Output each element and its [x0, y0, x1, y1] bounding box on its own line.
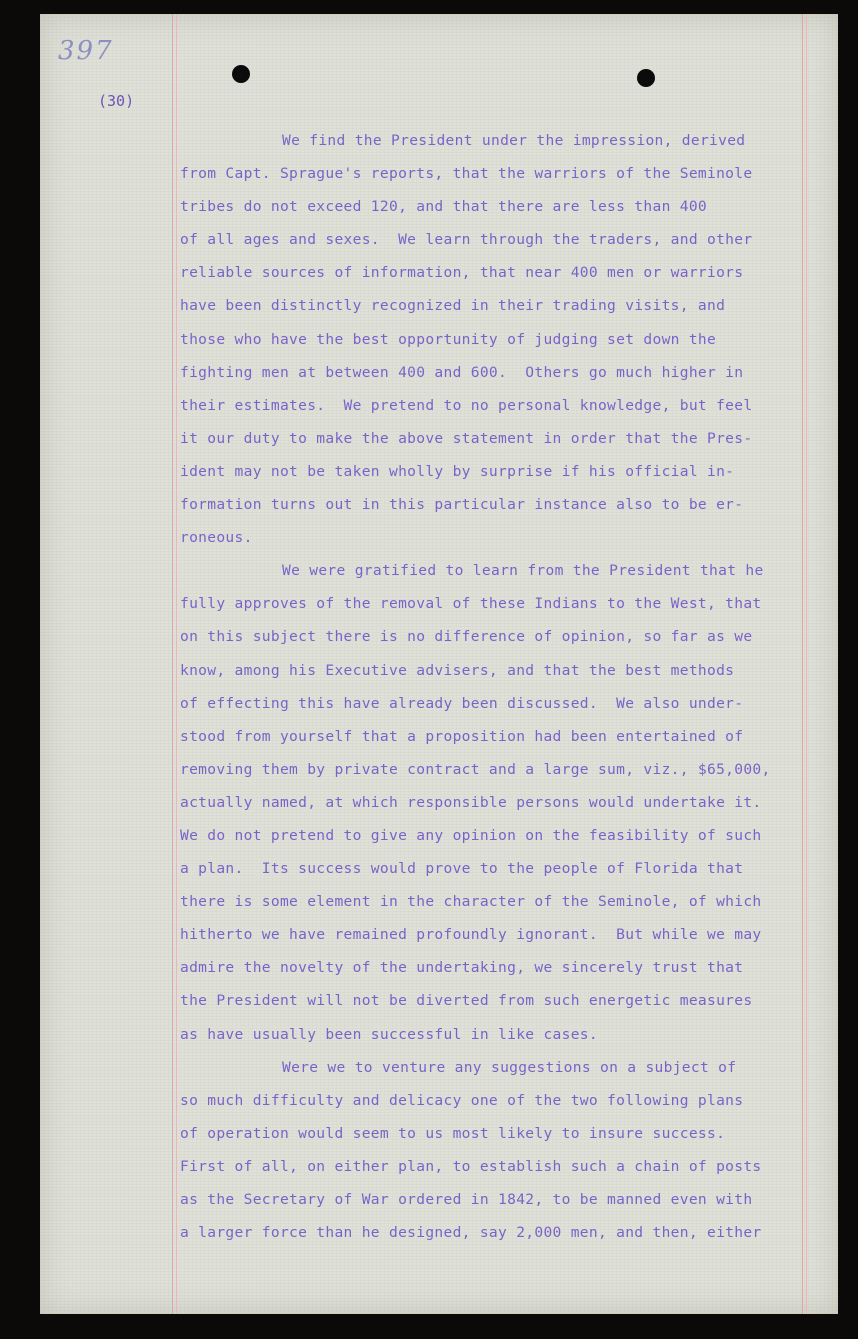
text-line: a plan. Its success would prove to the people of Florida that: [180, 860, 744, 878]
left-margin-rule-inner: [176, 14, 177, 1314]
punch-hole-left: [232, 65, 250, 83]
text-line: as have usually been successful in like cases.: [180, 1025, 598, 1043]
text-line: roneous.: [180, 529, 253, 547]
text-line: hitherto we have remained profoundly ignorant. But while we may: [180, 926, 762, 944]
page-label: (30): [98, 92, 135, 110]
text-line: those who have the best opportunity of judging set down the: [180, 330, 717, 348]
text-line: their estimates. We pretend to no personal knowledge, but feel: [180, 396, 753, 414]
text-line: on this subject there is no difference of opinion, so far as we: [180, 628, 753, 646]
text-line: tribes do not exceed 120, and that there are less than 400: [180, 198, 707, 216]
text-line: of effecting this have already been discussed. We also under-: [180, 694, 744, 712]
text-line: actually named, at which responsible persons would undertake it.: [180, 793, 762, 811]
text-line: admire the novelty of the undertaking, we sincerely trust that: [180, 959, 744, 977]
text-line: ident may not be taken wholly by surprise if his official in-: [180, 462, 735, 480]
text-line: of all ages and sexes. We learn through the traders, and other: [180, 231, 753, 249]
text-line: from Capt. Sprague's reports, that the warriors of the Seminole: [180, 165, 753, 183]
text-line: First of all, on either plan, to establish such a chain of posts: [180, 1157, 762, 1175]
text-line: there is some element in the character of the Seminole, of which: [180, 893, 762, 911]
text-line: We do not pretend to give any opinion on the feasibility of such: [180, 826, 762, 844]
text-line: it our duty to make the above statement in order that the Pres-: [180, 429, 753, 447]
left-margin-rule: [172, 14, 173, 1314]
text-line: of operation would seem to us most likely to insure success.: [180, 1124, 726, 1142]
text-line: reliable sources of information, that near 400 men or warriors: [180, 264, 744, 282]
text-line: formation turns out in this particular instance also to be er-: [180, 496, 744, 514]
document-page: [40, 14, 838, 1314]
folio-number: 397: [58, 36, 114, 66]
text-line: have been distinctly recognized in their trading visits, and: [180, 297, 726, 315]
punch-hole-right: [637, 69, 655, 87]
typed-body-text: [180, 124, 830, 1249]
text-line: removing them by private contract and a large sum, viz., $65,000,: [180, 760, 771, 778]
text-line: the President will not be diverted from such energetic measures: [180, 992, 753, 1010]
text-line: fully approves of the removal of these Indians to the West, that: [180, 595, 762, 613]
text-line: We were gratified to learn from the President that he: [282, 562, 764, 580]
text-line: as the Secretary of War ordered in 1842, to be manned even with: [180, 1191, 753, 1208]
text-line: fighting men at between 400 and 600. Others go much higher in: [180, 363, 744, 381]
text-line: a larger force than he designed, say 2,000 men, and then, either: [180, 1224, 762, 1242]
text-line: know, among his Executive advisers, and that the best methods: [180, 661, 735, 679]
text-line: so much difficulty and delicacy one of the two following plans: [180, 1091, 744, 1109]
text-line: stood from yourself that a proposition had been entertained of: [180, 727, 744, 745]
text-line: We find the President under the impression, derived: [282, 132, 746, 149]
text-line: Were we to venture any suggestions on a subject of: [282, 1058, 737, 1076]
